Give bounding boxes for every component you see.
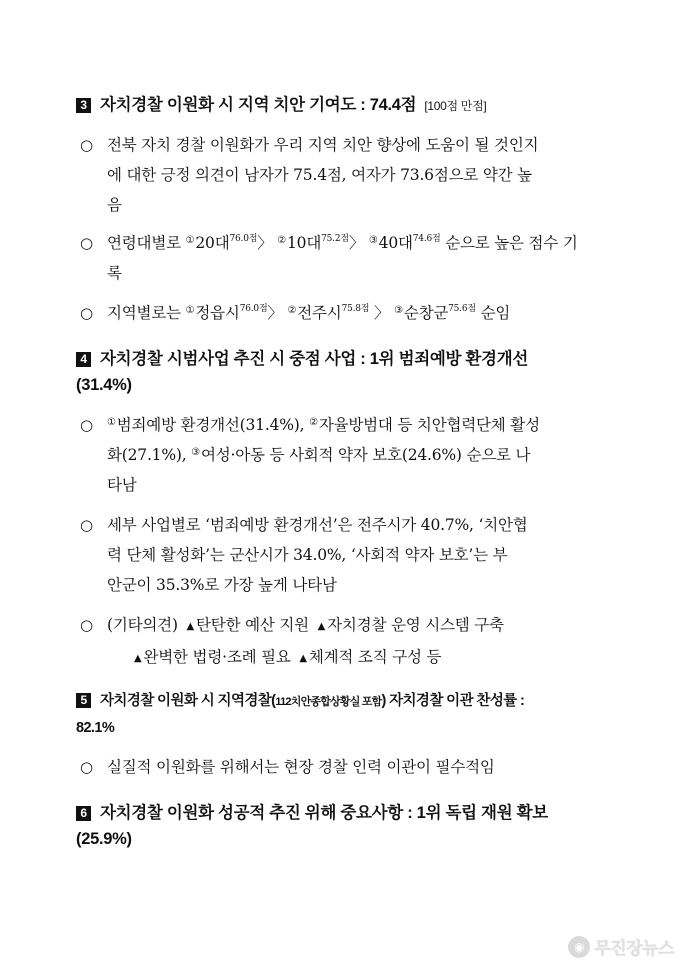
bullet-item [80, 298, 640, 328]
triangle-bullet-icon: ▲ [317, 621, 326, 632]
bullet-line: 세부 사업별로 ‘범죄예방 환경개선’은 전주시가 40.7%, ‘치안협 [107, 516, 528, 534]
bullet-line: 전북 자치 경찰 이원화가 우리 지역 치안 향상에 도움이 될 것인지 [107, 136, 539, 154]
triangle-bullet-icon: ▲ [134, 653, 142, 664]
section-title: 자치경찰 이원화 성공적 추진 위해 중요사항 : 1위 독립 재원 확보 [100, 804, 548, 822]
triangle-bullet-icon: ▲ [299, 653, 307, 664]
section-5-heading [76, 688, 636, 741]
watermark-text: 무진장뉴스 [594, 939, 674, 959]
bullet-item [80, 510, 640, 600]
bullet-line: 에 대한 긍정 의견이 남자가 75.4점, 여자가 73.6점으로 약간 높 [107, 166, 532, 184]
section-number: 3 [76, 98, 91, 113]
bullet-line: 실질적 이원화를 위해서는 현장 경찰 인력 이관이 필수적임 [107, 758, 495, 776]
bullet-line: 타남 [107, 476, 137, 494]
section-note: [100점 만점] [424, 99, 487, 113]
section-title: ) 자치경찰 이관 찬성률 : [381, 693, 525, 709]
section-6-heading [76, 800, 636, 852]
circle-bullet-icon: ○ [80, 758, 93, 776]
circle-bullet-icon: ○ [80, 304, 93, 322]
bullet-item [80, 410, 640, 500]
bullet-line: 록 [107, 264, 122, 282]
circle-bullet-icon: ○ [80, 234, 93, 252]
bullet-item [80, 610, 640, 674]
bullet-line: 음 [107, 196, 122, 214]
section-title-cont: 82.1% [76, 720, 115, 736]
section-4-heading [76, 346, 636, 398]
bullet-line: 연령대별로 ①20대$^{76.0점}$〉 ②10대$^{75.2점}$〉 ③40대$^{74.6점}$ 순으로 높은 점수 기 [107, 234, 578, 252]
globe-icon: ◉ [568, 936, 590, 958]
bullet-line: (기타의견) ▲ 탄탄한 예산 지원 ▲ 자치경찰 운영 시스템 구축 [107, 616, 504, 634]
section-title: 자치경찰 이원화 시 지역경찰( [100, 693, 276, 709]
bullet-item [80, 130, 640, 220]
section-title-small: 112치안종합상황실 포함 [275, 696, 382, 708]
bullet-item [80, 228, 640, 288]
circle-bullet-icon: ○ [80, 416, 93, 434]
section-title-cont: (31.4%) [76, 376, 132, 394]
circle-bullet-icon: ○ [80, 136, 93, 154]
section-title: 자치경찰 이원화 시 지역 치안 기여도 : 74.4점 [100, 96, 417, 114]
section-title: 자치경찰 시범사업 추진 시 중점 사업 : 1위 범죄예방 환경개선 [100, 350, 528, 368]
bullet-line: 안군이 35.3%로 가장 높게 나타남 [107, 576, 337, 594]
bullet-line: 력 단체 활성화’는 군산시가 34.0%, ‘사회적 약자 보호’는 부 [107, 546, 508, 564]
bullet-line: 화(27.1%), ③여성·아동 등 사회적 약자 보호(24.6%) 순으로 나 [107, 446, 531, 464]
bullet-line: 지역별로는 ①정읍시$^{76.0점}$〉 ②전주시$^{75.8점}$ 〉 ③순창군$^{75.6점}$ 순임 [107, 304, 511, 322]
section-number: 4 [76, 352, 91, 367]
section-3-heading [76, 92, 636, 119]
section-number: 6 [76, 806, 91, 821]
circle-bullet-icon: ○ [80, 516, 93, 534]
bullet-item [80, 752, 640, 782]
bullet-line: ①범죄예방 환경개선(31.4%), ②자율방범대 등 치안협력단체 활성 [107, 416, 540, 434]
section-number: 5 [76, 693, 91, 708]
bullet-line: ▲ 완벽한 법령·조례 필요 ▲ 체계적 조직 구성 등 [134, 648, 442, 666]
watermark [568, 934, 674, 959]
circle-bullet-icon: ○ [80, 616, 93, 634]
triangle-bullet-icon: ▲ [186, 621, 195, 632]
section-title-cont: (25.9%) [76, 830, 132, 848]
